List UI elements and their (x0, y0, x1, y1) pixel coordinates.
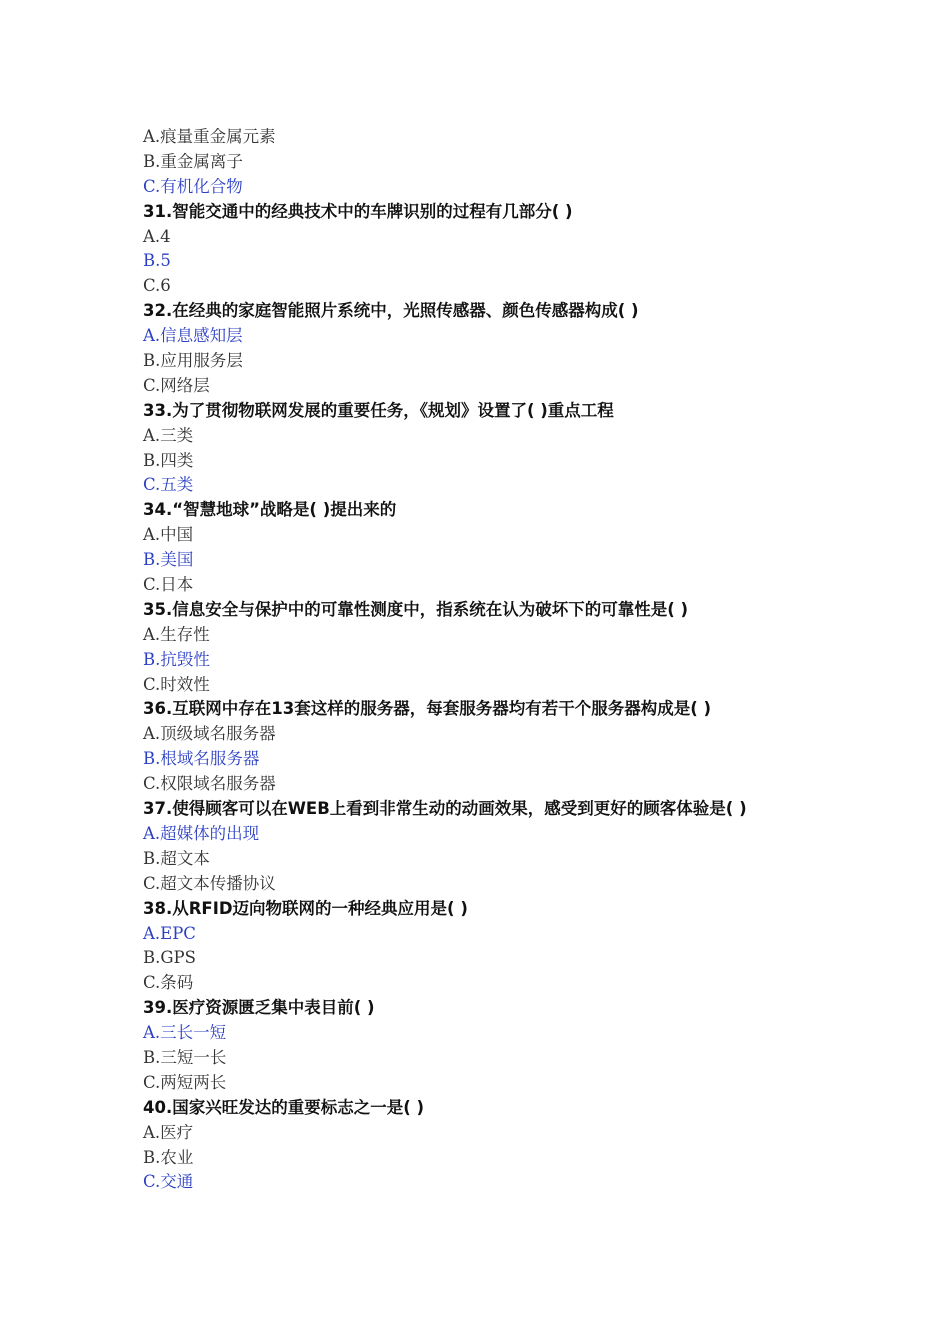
option-c-correct: C.五类 (143, 475, 194, 495)
option-b: B.超文本 (143, 848, 210, 868)
option-c: C.两短两长 (143, 1072, 227, 1092)
question-38 (143, 897, 813, 997)
question-text: 37.使得顾客可以在WEB上看到非常生动的动画效果，感受到更好的顾客体验是( ) (143, 799, 747, 819)
option-a: A.三类 (143, 425, 194, 445)
question-text: 33.为了贯彻物联网发展的重要任务，《规划》设置了( )重点工程 (143, 400, 614, 420)
question-31 (143, 200, 813, 300)
question-33 (143, 399, 813, 499)
option-b: B.三短一长 (143, 1047, 227, 1067)
question-text: 36.互联网中存在13套这样的服务器，每套服务器均有若干个服务器构成是( ) (143, 699, 712, 719)
question-32 (143, 299, 813, 399)
option-a: A.顶级域名服务器 (143, 724, 276, 744)
question-35 (143, 598, 813, 698)
option-b: B.GPS (143, 948, 196, 968)
question-34 (143, 498, 813, 598)
option-a: A.生存性 (143, 624, 210, 644)
option-b-correct: B.美国 (143, 550, 194, 570)
option-a-correct: A.信息感知层 (143, 326, 243, 346)
option-b-correct: B.5 (143, 251, 171, 271)
option-a: A.中国 (143, 525, 194, 545)
question-text: 31.智能交通中的经典技术中的车牌识别的过程有几部分( ) (143, 201, 573, 221)
option-a-correct: A.EPC (143, 923, 196, 943)
question-text: 32.在经典的家庭智能照片系统中，光照传感器、颜色传感器构成( ) (143, 301, 639, 321)
question-text: 34.“智慧地球”战略是( )提出来的 (143, 500, 397, 520)
option-c: C.权限域名服务器 (143, 774, 276, 794)
question-39 (143, 996, 813, 1096)
option-c: C.超文本传播协议 (143, 873, 276, 893)
question-36 (143, 697, 813, 797)
option-c-correct: C.有机化合物 (143, 176, 243, 196)
question-text: 39.医疗资源匮乏集中表目前( ) (143, 998, 375, 1018)
document-page (143, 125, 813, 1195)
option-a-correct: A.超媒体的出现 (143, 823, 260, 843)
question-37 (143, 797, 813, 897)
option-b-correct: B.根域名服务器 (143, 749, 260, 769)
option-c: C.网络层 (143, 375, 210, 395)
option-a-correct: A.三长一短 (143, 1023, 227, 1043)
option-c: C.时效性 (143, 674, 210, 694)
question-text: 38.从RFID迈向物联网的一种经典应用是( ) (143, 898, 468, 918)
option-a: A.医疗 (143, 1122, 194, 1142)
option-c: C.6 (143, 276, 171, 296)
leading-options (143, 125, 813, 200)
option-b: B.重金属离子 (143, 151, 243, 171)
option-a: A.痕量重金属元素 (143, 127, 276, 146)
option-c: C.日本 (143, 575, 194, 595)
option-c-correct: C.交通 (143, 1172, 194, 1192)
option-b: B.应用服务层 (143, 351, 243, 371)
option-c: C.条码 (143, 973, 194, 993)
question-40 (143, 1096, 813, 1196)
option-b-correct: B.抗毁性 (143, 649, 210, 669)
question-text: 40.国家兴旺发达的重要标志之一是( ) (143, 1097, 425, 1117)
option-a: A.4 (143, 226, 171, 246)
option-b: B.农业 (143, 1147, 194, 1167)
option-b: B.四类 (143, 450, 194, 470)
question-text: 35.信息安全与保护中的可靠性测度中，指系统在认为破坏下的可靠性是( ) (143, 599, 689, 619)
